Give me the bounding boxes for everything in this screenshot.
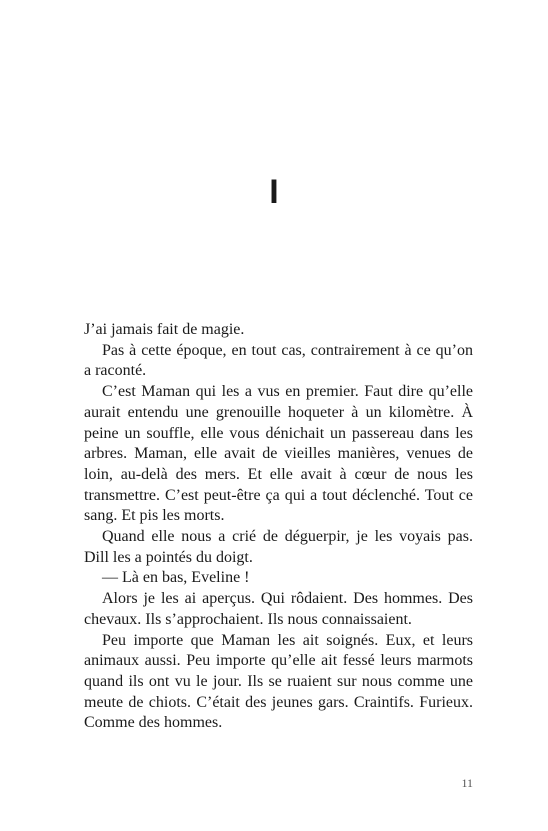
dialogue-line: — Là en bas, Eveline !	[102, 569, 250, 587]
paragraph: Peu importe que Maman les ait soignés. Eux, et leurs animaux aussi. Peu importe qu’elle ait fessé leurs marmots quand ils ont vu le jour. Ils se ruaient sur nous comme une meute de chiots. C’était des jeunes gars. Craintifs. Furieux. Comme des hommes.	[84, 631, 473, 732]
paragraph: Quand elle nous a crié de déguerpir, je les voyais pas. Dill les a pointés du doigt.	[84, 528, 473, 566]
page-number: 11	[461, 776, 473, 790]
paragraph: Alors je les ai aperçus. Qui rôdaient. Des hommes. Des chevaux. Ils s’approchaient. Ils nous connaissaient.	[84, 590, 473, 628]
paragraph: C’est Maman qui les a vus en premier. Faut dire qu’elle aurait entendu une grenouille hoqueter à un kilomètre. À peine un souffle, elle vous dénichait un passereau dans les arbres. Maman, elle avait de vieilles manières, venues de loin, au-delà des mers. Et elle avait à cœur de nous les transmettre. C’est peut-être ça qui a tout déclenché. Tout ce sang. Et pis les morts.	[84, 383, 473, 525]
chapter-number: I	[269, 173, 279, 211]
paragraph: J’ai jamais fait de magie.	[84, 321, 245, 338]
paragraph: Pas à cette époque, en tout cas, contrairement à ce qu’on a raconté.	[84, 341, 473, 380]
body-text	[84, 320, 473, 734]
